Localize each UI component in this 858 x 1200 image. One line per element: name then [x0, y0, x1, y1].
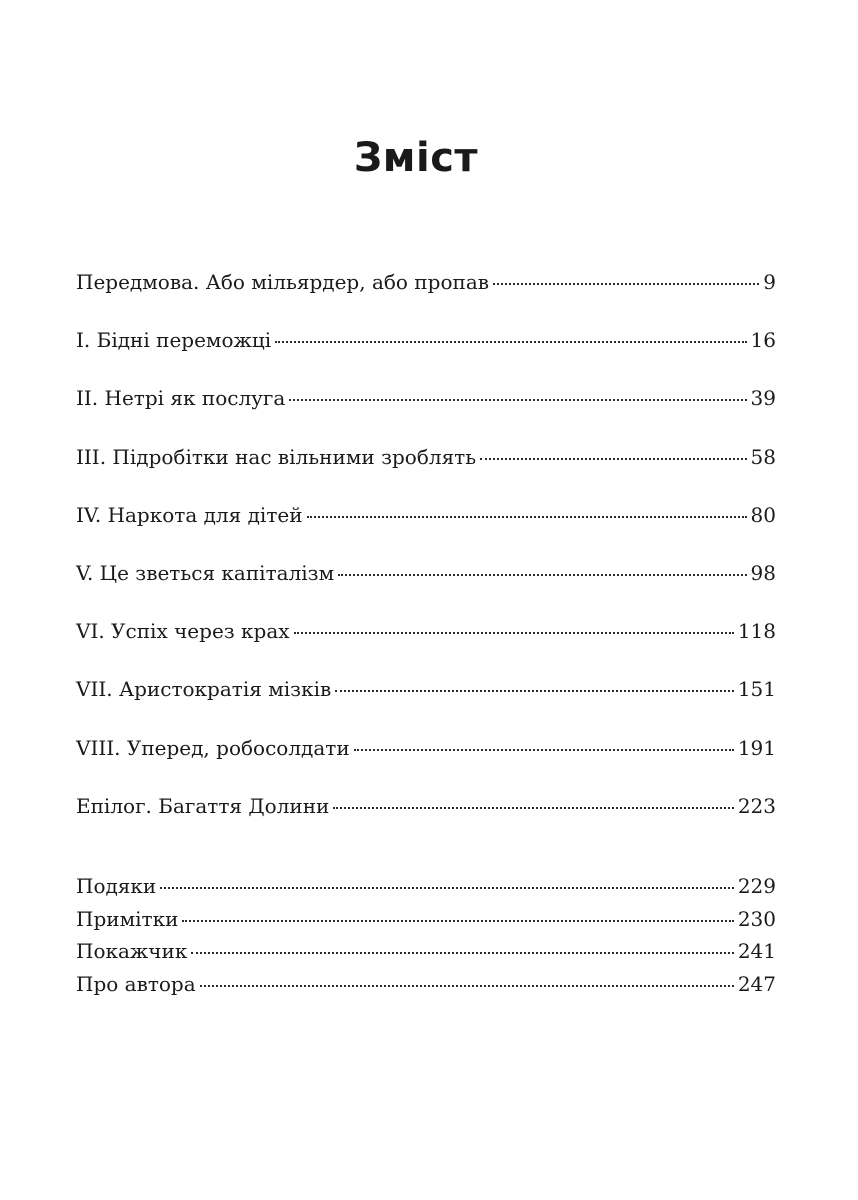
toc-entry — [76, 903, 776, 936]
toc-entry — [76, 670, 776, 728]
toc-page-number: 241 — [737, 939, 776, 964]
toc-entry-label: VIII. Уперед, робосолдати — [76, 735, 350, 760]
dot-leader — [191, 952, 733, 954]
toc-entry — [76, 496, 776, 554]
toc-entry — [76, 870, 776, 903]
toc-entry — [76, 554, 776, 612]
toc-entry-label: Покажчик — [76, 939, 188, 964]
toc-entry — [76, 787, 776, 845]
toc-page-number: 151 — [737, 677, 776, 702]
toc-entry-label: VII. Аристократія мізків — [76, 677, 332, 702]
dot-leader — [200, 985, 734, 987]
toc-entry — [76, 968, 776, 1001]
dot-leader — [480, 458, 746, 460]
toc-entry-label: VI. Успіх через крах — [76, 619, 290, 644]
toc-entry — [76, 438, 776, 496]
toc-page-number: 230 — [737, 906, 776, 931]
toc-entry-label: III. Підробітки нас вільними зроблять — [76, 444, 477, 469]
toc-entry — [76, 321, 776, 379]
toc-page-number: 118 — [737, 619, 776, 644]
toc-entry-label: V. Це зветься капіталізм — [76, 560, 335, 585]
toc-entry-label: Передмова. Або мільярдер, або пропав — [76, 270, 489, 294]
dot-leader — [493, 283, 759, 285]
dot-leader — [354, 749, 734, 751]
toc-page-number: 229 — [737, 874, 776, 898]
toc-page-number: 223 — [737, 793, 776, 818]
toc-page-number: 16 — [750, 328, 776, 353]
toc-page-number: 58 — [750, 444, 776, 469]
dot-leader — [182, 920, 733, 922]
toc-chapters — [76, 263, 776, 845]
toc-page-number: 247 — [737, 971, 776, 996]
toc-entry — [76, 263, 776, 321]
toc-page-number: 9 — [763, 270, 776, 294]
toc-page-number: 191 — [737, 735, 776, 760]
toc-entry-label: Подяки — [76, 874, 157, 898]
page-title: Зміст — [353, 135, 479, 181]
dot-leader — [160, 887, 734, 889]
toc-entry — [76, 935, 776, 968]
toc-entry-label: Примітки — [76, 906, 179, 931]
toc-page-number: 98 — [750, 560, 776, 585]
dot-leader — [275, 341, 746, 343]
toc-entry — [76, 612, 776, 670]
toc-entry-label: I. Бідні переможці — [76, 328, 272, 353]
toc-entry-label: II. Нетрі як послуга — [76, 386, 286, 411]
toc-entry-label: Про автора — [76, 971, 196, 996]
toc-entry — [76, 379, 776, 437]
dot-leader — [338, 574, 746, 576]
dot-leader — [307, 516, 747, 518]
dot-leader — [294, 632, 734, 634]
toc-entry-label: Епілог. Багаття Долини — [76, 793, 330, 818]
dot-leader — [289, 399, 746, 401]
dot-leader — [333, 807, 733, 809]
toc-page-number: 80 — [750, 502, 776, 527]
dot-leader — [335, 690, 734, 692]
toc-entry-label: IV. Наркота для дітей — [76, 502, 303, 527]
toc-back-matter — [76, 870, 776, 1000]
toc-page-number: 39 — [750, 386, 776, 411]
toc-entry — [76, 729, 776, 787]
